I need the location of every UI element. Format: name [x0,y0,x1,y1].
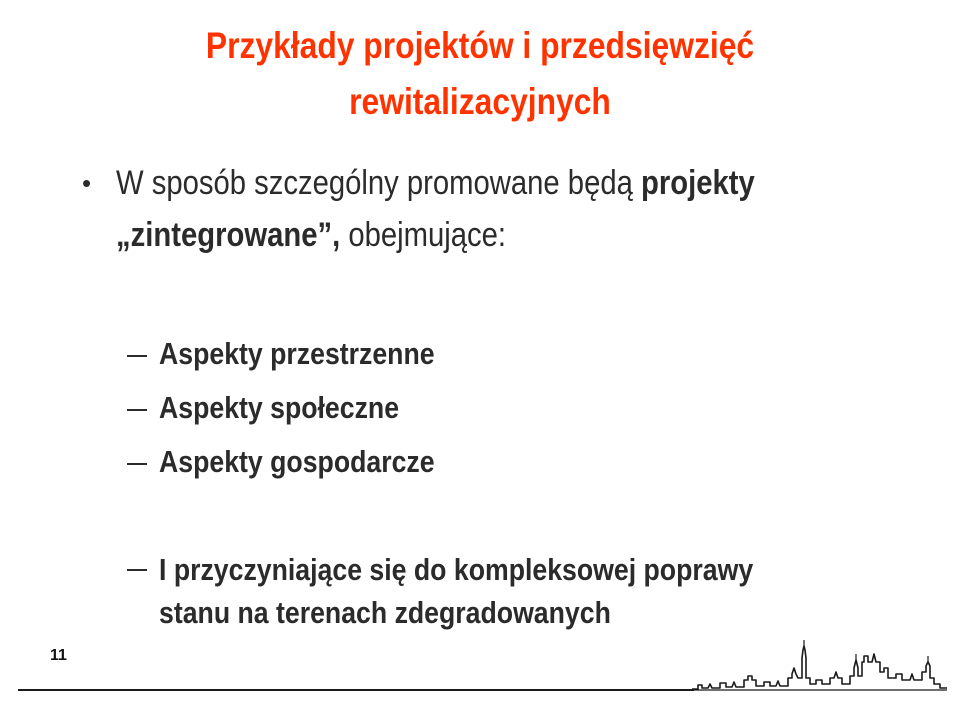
bullet-text-normal: W sposób szczególny promowane będą [116,164,641,202]
dash-icon [127,569,147,571]
city-skyline-logo [692,638,947,694]
final-item-line-1: I przyczyniające się do kompleksowej poprawy [159,552,754,587]
final-item-line-2: stanu na terenach zdegradowanych [159,595,611,630]
dash-icon [127,409,147,411]
bullet-text-line-1 [116,162,755,204]
slide-title-line-1: Przykłady projektów i przedsięwzięć [205,25,755,66]
dash-icon [127,355,147,357]
bullet-text-bold: projekty [640,164,755,202]
bullet-text-line-2 [116,214,506,256]
footer-rule [18,689,694,691]
sub-item-social: Aspekty społeczne [159,390,400,425]
page-number: 11 [50,647,67,664]
dash-icon [127,463,147,465]
sub-item-spatial: Aspekty przestrzenne [159,336,435,371]
bullet-text-bold-quoted: „zintegrowane”, [116,216,341,254]
bullet-point-icon: • [82,168,92,198]
sub-item-economic: Aspekty gospodarcze [159,444,435,479]
bullet-text-normal-end: obejmujące: [340,216,506,254]
slide-title-line-2: rewitalizacyjnych [349,81,611,122]
